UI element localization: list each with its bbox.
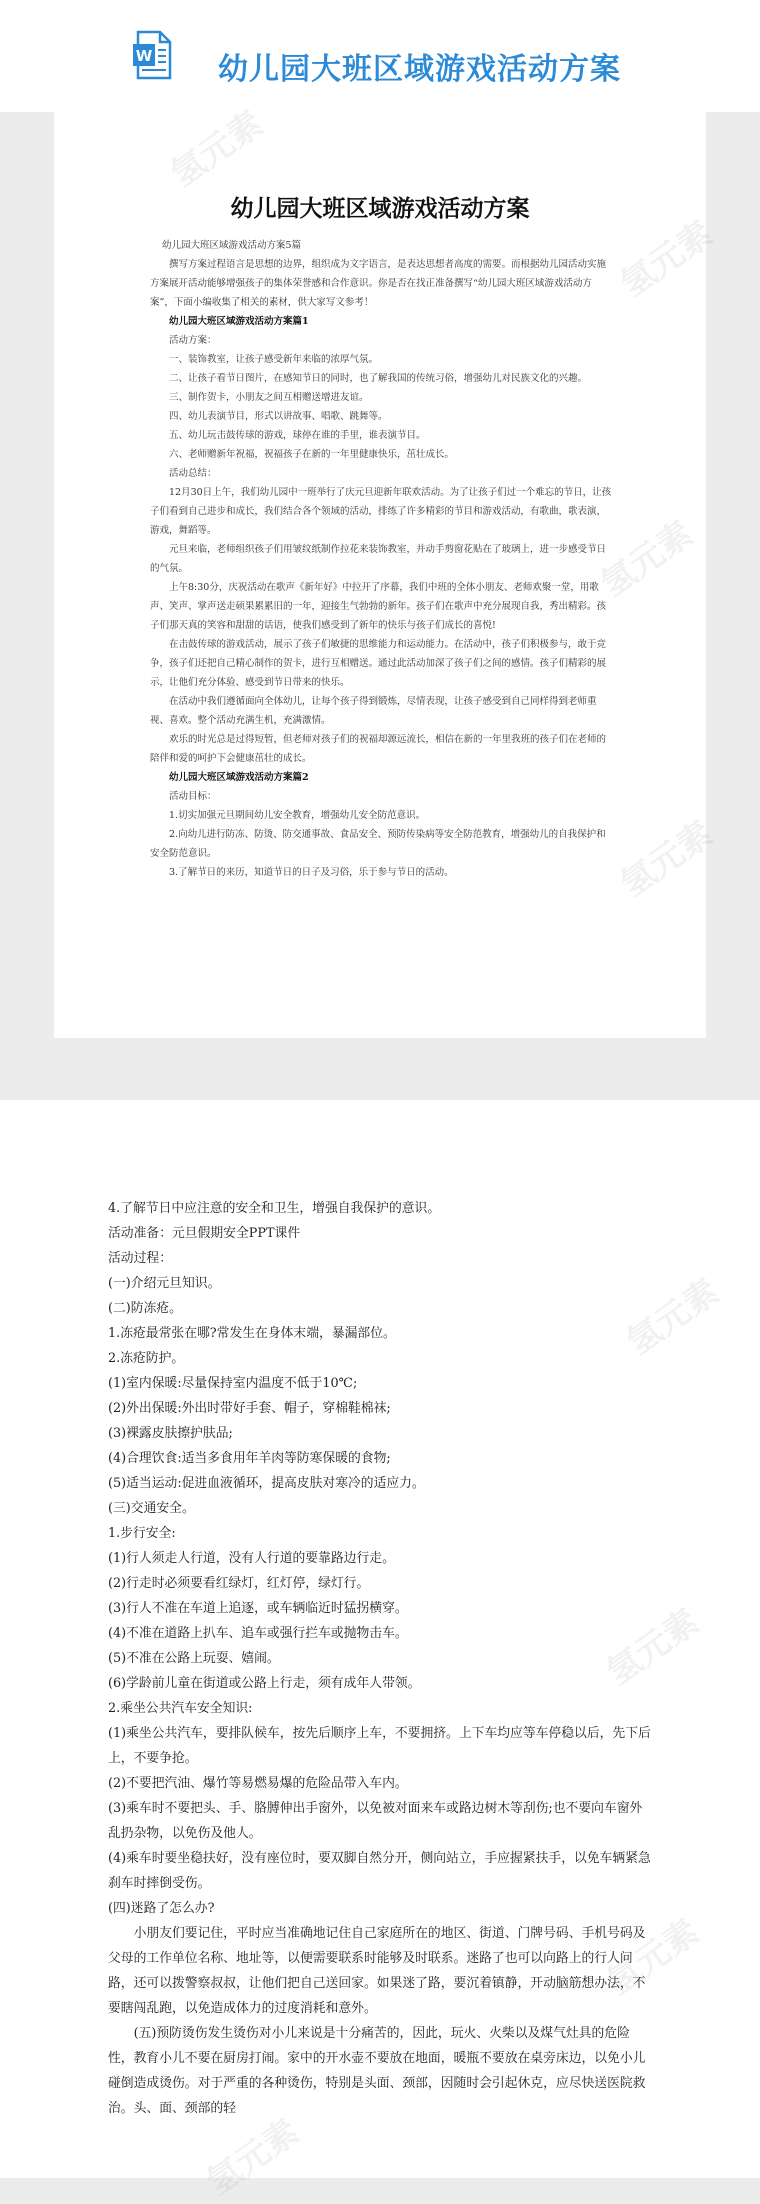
paragraph: (4)乘车时要坐稳扶好，没有座位时，要双脚自然分开，侧向站立，手应握紧扶手，以免车辆紧急刹车时摔倒受伤。	[108, 1851, 651, 1891]
paragraph: (5)适当运动:促进血液循环，提高皮肤对寒冷的适应力。	[108, 1476, 425, 1491]
paragraph: 四、幼儿表演节目，形式以讲故事、唱歌、跳舞等。	[169, 411, 388, 422]
paragraph: 元旦来临，老师组织孩子们用皱纹纸制作拉花来装饰教室，并动手剪窗花贴在了玻璃上，进一步感受节日的气氛。	[150, 544, 607, 574]
paragraph: 幼儿园大班区域游戏活动方案5篇	[162, 240, 302, 251]
document-banner	[0, 0, 760, 112]
paragraph: 活动方案：	[169, 335, 217, 346]
document-page-1: 幼儿园大班区域游戏活动方案 幼儿园大班区域游戏活动方案5篇 撰写方案过程语言是思想的边界，组织成为文字语言，是表达思想者高度的需要。而根据幼儿园活动实施方案展开活动能够增强孩子的集体荣誉感和合作意识。你是否在找正准备撰写“幼儿园大班区域游戏活动方案”，下面小编收集了相关的素材，供大家写文参考！ 幼儿园大班区域游戏活动方案篇1 活动方案： 一、装饰教室，让孩子感受新年来临的浓厚气氛。 二、让孩子看节日图片，在感知节日的同时，也了解我国的传统习俗，增强幼儿对民族文化的兴趣。 三、制作贺卡，小朋友之间互相赠送增进友谊。 四、幼儿表演节目，形式以讲故事、唱歌、跳舞等。 五、幼儿玩击鼓传球的游戏，球停在谁的手里，谁表演节目。 六、老师赠新年祝福，祝福孩子在新的一年里健康快乐，茁壮成长。 活动总结： 12月30日上午，我们幼儿园中一班举行了庆元旦迎新年联欢活动。为了让孩子们过一个难忘的节日，让孩子们看到自己进步和成长，我们结合各个领域的活动，排练了许多精彩的节目和游戏活动，有歌曲，歌表演，游戏，舞蹈等。 元旦来临，老师组织孩子们用皱纹纸制作拉花来装饰教室，并动手剪窗花贴在了玻璃上，进一步感受节日的气氛。 上午8:30分，庆祝活动在歌声《新年好》中拉开了序幕，我们中班的全体小朋友、老师欢聚一堂，用歌声、笑声、掌声送走硕果累累旧的一年，迎接生气勃勃的新年。孩子们在歌声中充分展现自我，秀出精彩。孩子们那天真的笑容和甜甜的话语，使我们感受到了新年的快乐与孩子们成长的喜悦! 在击鼓传球的游戏活动，展示了孩子们敏捷的思维能力和运动能力。在活动中，孩子们积极参与，敢于竞争，孩子们还把自己精心制作的贺卡，进行互相赠送。通过此活动加深了孩子们之间的感情。孩子们精彩的展示，让他们充分体验、感受到节日带来的快乐。 在活动中我们遵循面向全体幼儿，让每个孩子得到锻炼，尽情表现，让孩子感受到自己同样得到老师重视、喜欢。整个活动充满生机，充满激情。 欢乐的时光总是过得短暂，但老师对孩子们的祝福却源远流长，相信在新的一年里我班的孩子们在老师的陪伴和爱的呵护下会健康茁壮的成长。 幼儿园大班区域游戏活动方案篇2 活动目标： 1.切实加强元旦期间幼儿安全教育，增强幼儿安全防范意识。 2.向幼儿进行防冻、防烫、防交通事故、食品安全、预防传染病等安全防范教育，增强幼儿的自我保护和安全防范意识。 3.了解节日的来历，知道节日的日子及习俗，乐于参与节日的活动。 氢元素 氢元素 氢元素 氢元素	[54, 112, 706, 1038]
paragraph: (二)防冻疮。	[108, 1301, 182, 1316]
paragraph: (2)外出保暖:外出时带好手套、帽子，穿棉鞋棉袜;	[108, 1401, 391, 1416]
paragraph: 幼儿园大班区域游戏活动方案篇2	[169, 772, 309, 783]
paragraph: 小朋友们要记住，平时应当准确地记住自己家庭所在的地区、街道、门牌号码、手机号码及父母的工作单位名称、地址等，以便需要联系时能够及时联系。迷路了也可以向路上的行人问路，还可以拨警察叔叔，让他们把自己送回家。如果迷了路，要沉着镇静，开动脑筋想办法，不要瞎闯乱跑，以免造成体力的过度消耗和意外。	[108, 1926, 646, 2016]
paragraph: (6)学龄前儿童在街道或公路上行走，须有成年人带领。	[108, 1676, 421, 1691]
paragraph: 二、让孩子看节日图片，在感知节日的同时，也了解我国的传统习俗，增强幼儿对民族文化的兴趣。	[169, 373, 588, 384]
paragraph: 一、装饰教室，让孩子感受新年来临的浓厚气氛。	[169, 354, 379, 365]
banner-title: 幼儿园大班区域游戏活动方案	[218, 52, 621, 87]
document-body-page-1	[150, 236, 612, 882]
paragraph: (四)迷路了怎么办?	[108, 1901, 215, 1916]
paragraph: 欢乐的时光总是过得短暂，但老师对孩子们的祝福却源远流长，相信在新的一年里我班的孩子们在老师的陪伴和爱的呵护下会健康茁壮的成长。	[150, 734, 607, 764]
paragraph: 活动目标：	[169, 791, 217, 802]
paragraph: (1)乘坐公共汽车，要排队候车，按先后顺序上车，不要拥挤。上下车均应等车停稳以后，先下后上，不要争抢。	[108, 1726, 651, 1766]
paragraph: 三、制作贺卡，小朋友之间互相赠送增进友谊。	[169, 392, 369, 403]
paragraph: 在活动中我们遵循面向全体幼儿，让每个孩子得到锻炼，尽情表现，让孩子感受到自己同样得到老师重视、喜欢。整个活动充满生机，充满激情。	[150, 696, 597, 726]
paragraph: (4)不准在道路上扒车、追车或强行拦车或抛物击车。	[108, 1626, 408, 1641]
paragraph: 在击鼓传球的游戏活动，展示了孩子们敏捷的思维能力和运动能力。在活动中，孩子们积极参与，敢于竞争，孩子们还把自己精心制作的贺卡，进行互相赠送。通过此活动加深了孩子们之间的感情。孩子们精彩的展示，让他们充分体验、感受到节日带来的快乐。	[150, 639, 607, 688]
paragraph: 五、幼儿玩击鼓传球的游戏，球停在谁的手里，谁表演节目。	[169, 430, 426, 441]
paragraph: (5)不准在公路上玩耍、嬉闹。	[108, 1651, 280, 1666]
paragraph: 2.乘坐公共汽车安全知识:	[108, 1701, 253, 1716]
svg-text:W: W	[135, 47, 153, 65]
paragraph: 活动总结：	[169, 468, 217, 479]
word-document-icon	[132, 30, 172, 80]
paragraph: 12月30日上午，我们幼儿园中一班举行了庆元旦迎新年联欢活动。为了让孩子们过一个难忘的节日，让孩子们看到自己进步和成长，我们结合各个领域的活动，排练了许多精彩的节目和游戏活动，有歌曲，歌表演，游戏，舞蹈等。	[150, 487, 612, 536]
paragraph: (4)合理饮食:适当多食用年羊肉等防寒保暖的食物;	[108, 1451, 391, 1466]
paragraph: 活动过程：	[108, 1251, 172, 1266]
paragraph: (2)行走时必须要看红绿灯，红灯停，绿灯行。	[108, 1576, 370, 1591]
paragraph: 4.了解节日中应注意的安全和卫生，增强自我保护的意识。	[108, 1201, 441, 1216]
paragraph: 上午8:30分，庆祝活动在歌声《新年好》中拉开了序幕，我们中班的全体小朋友、老师欢聚一堂，用歌声、笑声、掌声送走硕果累累旧的一年，迎接生气勃勃的新年。孩子们在歌声中充分展现自我，秀出精彩。孩子们那天真的笑容和甜甜的话语，使我们感受到了新年的快乐与孩子们成长的喜悦!	[150, 582, 607, 631]
paragraph: (1)行人须走人行道，没有人行道的要靠路边行走。	[108, 1551, 395, 1566]
paragraph: (一)介绍元旦知识。	[108, 1276, 221, 1291]
paragraph: (三)交通安全。	[108, 1501, 195, 1516]
paragraph: 撰写方案过程语言是思想的边界，组织成为文字语言，是表达思想者高度的需要。而根据幼儿园活动实施方案展开活动能够增强孩子的集体荣誉感和合作意识。你是否在找正准备撰写“幼儿园大班区域游戏活动方案”，下面小编收集了相关的素材，供大家写文参考！	[150, 259, 607, 308]
paragraph: (3)行人不准在车道上追逐，或车辆临近时猛拐横穿。	[108, 1601, 408, 1616]
paragraph: (五)预防烫伤发生烫伤对小儿来说是十分痛苦的，因此，玩火、火柴以及煤气灶具的危险性，教育小儿不要在厨房打闹。家中的开水壶不要放在地面，暖瓶不要放在桌旁床边，以免小儿碰倒造成烫伤。对于严重的各种烫伤，特别是头面、颈部，因随时会引起休克，应尽快送医院救治。头、面、颈部的轻	[108, 2026, 646, 2116]
paragraph: (3)裸露皮肤擦护肤品;	[108, 1426, 233, 1441]
document-body-page-2	[108, 1196, 652, 2121]
document-page-2: 4.了解节日中应注意的安全和卫生，增强自我保护的意识。 活动准备：元旦假期安全PPT课件 活动过程： (一)介绍元旦知识。 (二)防冻疮。 1.冻疮最常张在哪?常发生在身体末端，暴漏部位。 2.冻疮防护。 (1)室内保暖:尽量保持室内温度不低于10℃; (2)外出保暖:外出时带好手套、帽子，穿棉鞋棉袜; (3)裸露皮肤擦护肤品; (4)合理饮食:适当多食用年羊肉等防寒保暖的食物; (5)适当运动:促进血液循环，提高皮肤对寒冷的适应力。 (三)交通安全。 1.步行安全: (1)行人须走人行道，没有人行道的要靠路边行走。 (2)行走时必须要看红绿灯，红灯停，绿灯行。 (3)行人不准在车道上追逐，或车辆临近时猛拐横穿。 (4)不准在道路上扒车、追车或强行拦车或抛物击车。 (5)不准在公路上玩耍、嬉闹。 (6)学龄前儿童在街道或公路上行走，须有成年人带领。 2.乘坐公共汽车安全知识: (1)乘坐公共汽车，要排队候车，按先后顺序上车，不要拥挤。上下车均应等车停稳以后，先下后上，不要争抢。 (2)不要把汽油、爆竹等易燃易爆的危险品带入车内。 (3)乘车时不要把头、手、胳膊伸出手窗外，以免被对面来车或路边树木等刮伤;也不要向车窗外乱扔杂物，以免伤及他人。 (4)乘车时要坐稳扶好，没有座位时，要双脚自然分开，侧向站立，手应握紧扶手，以免车辆紧急刹车时摔倒受伤。 (四)迷路了怎么办? 小朋友们要记住，平时应当准确地记住自己家庭所在的地区、街道、门牌号码、手机号码及父母的工作单位名称、地址等，以便需要联系时能够及时联系。迷路了也可以向路上的行人问路，还可以拨警察叔叔，让他们把自己送回家。如果迷了路，要沉着镇静，开动脑筋想办法，不要瞎闯乱跑，以免造成体力的过度消耗和意外。 (五)预防烫伤发生烫伤对小儿来说是十分痛苦的，因此，玩火、火柴以及煤气灶具的危险性，教育小儿不要在厨房打闹。家中的开水壶不要放在地面，暖瓶不要放在桌旁床边，以免小儿碰倒造成烫伤。对于严重的各种烫伤，特别是头面、颈部，因随时会引起休克，应尽快送医院救治。头、面、颈部的轻 氢元素 氢元素 氢元素 氢元素	[0, 1100, 760, 2178]
paragraph: (1)室内保暖:尽量保持室内温度不低于10℃;	[108, 1376, 358, 1391]
paragraph: (3)乘车时不要把头、手、胳膊伸出手窗外，以免被对面来车或路边树木等刮伤;也不要向车窗外乱扔杂物，以免伤及他人。	[108, 1801, 643, 1841]
paragraph: 1.切实加强元旦期间幼儿安全教育，增强幼儿安全防范意识。	[169, 810, 426, 821]
document-title: 幼儿园大班区域游戏活动方案	[230, 195, 530, 222]
paragraph: 活动准备：元旦假期安全PPT课件	[108, 1226, 301, 1241]
paragraph: 2.冻疮防护。	[108, 1351, 185, 1366]
paragraph: 1.步行安全:	[108, 1526, 176, 1541]
paragraph: (2)不要把汽油、爆竹等易燃易爆的危险品带入车内。	[108, 1776, 408, 1791]
paragraph: 2.向幼儿进行防冻、防烫、防交通事故、食品安全、预防传染病等安全防范教育，增强幼儿的自我保护和安全防范意识。	[150, 829, 606, 859]
paragraph: 幼儿园大班区域游戏活动方案篇1	[169, 316, 309, 327]
paragraph: 1.冻疮最常张在哪?常发生在身体末端，暴漏部位。	[108, 1326, 396, 1341]
paragraph: 3.了解节日的来历，知道节日的日子及习俗，乐于参与节日的活动。	[169, 867, 454, 878]
paragraph: 六、老师赠新年祝福，祝福孩子在新的一年里健康快乐，茁壮成长。	[169, 449, 455, 460]
